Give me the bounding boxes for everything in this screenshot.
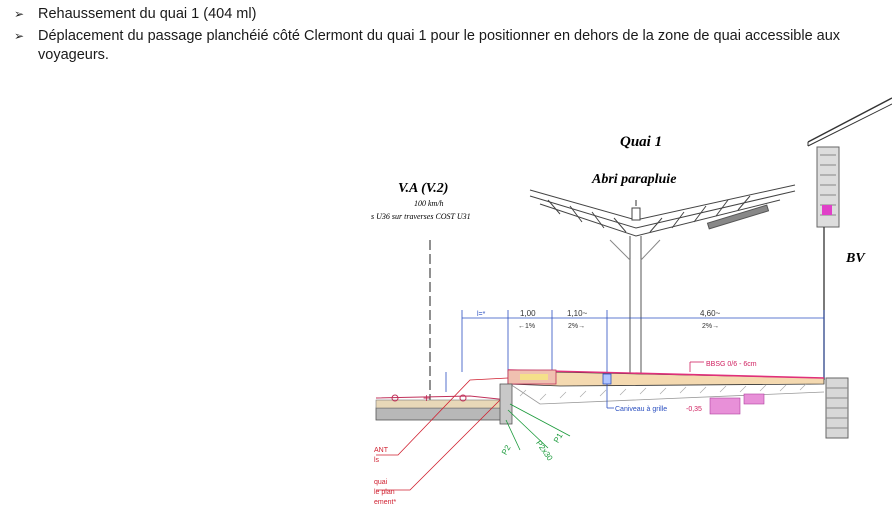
slope-1-label: ←1% xyxy=(518,323,536,330)
bv-label: BV xyxy=(846,251,865,266)
track-speed: 100 km/h xyxy=(414,199,444,208)
canopy xyxy=(530,185,795,375)
track-title: V.A (V.2) xyxy=(398,181,449,196)
plus-mark: + xyxy=(423,391,431,405)
slope-3-label: 2%→ xyxy=(702,323,720,330)
p2-label: P2 xyxy=(499,443,513,457)
dim-3-label: 4,60~ xyxy=(700,309,721,318)
arrow-bullet-icon: ➢ xyxy=(14,7,25,21)
slope-2-label: 2%→ xyxy=(568,323,586,330)
track-ballast xyxy=(376,384,512,424)
annotation-2-line-2: le plan xyxy=(374,489,395,496)
track-rails: s U36 sur traverses COST U31 xyxy=(371,212,471,221)
caniveau-label: Caniveau à grille xyxy=(615,406,668,413)
dim-1-label: 1,00 xyxy=(520,309,536,318)
dim-small-label: l=* xyxy=(477,311,486,318)
annotation-2-line-3: ement* xyxy=(374,499,397,506)
dim-2-label: 1,10~ xyxy=(567,309,588,318)
abri-title: Abri parapluie xyxy=(592,172,677,187)
annotation-1-line-2: ls xyxy=(374,457,380,464)
bullet-text: Déplacement du passage planchéié côté Clermont du quai 1 pour le positionner en dehors de la zone de quai accessible aux voyageurs. xyxy=(38,28,841,63)
depth-label: -0,35 xyxy=(686,406,702,413)
annotation-2-line-1: quai xyxy=(374,479,388,486)
bbsg-label: BBSG 0/6 - 6cm xyxy=(706,361,757,368)
station-building xyxy=(808,98,892,438)
quai-title: Quai 1 xyxy=(620,134,663,150)
annotation-1-line-1: ANT xyxy=(374,447,388,454)
arrow-bullet-icon: ➢ xyxy=(14,29,25,43)
p2x30-label: P2x30 xyxy=(534,438,555,463)
bullet-text: Rehaussement du quai 1 (404 ml) xyxy=(38,6,257,22)
p1-label: P1 xyxy=(551,431,565,445)
